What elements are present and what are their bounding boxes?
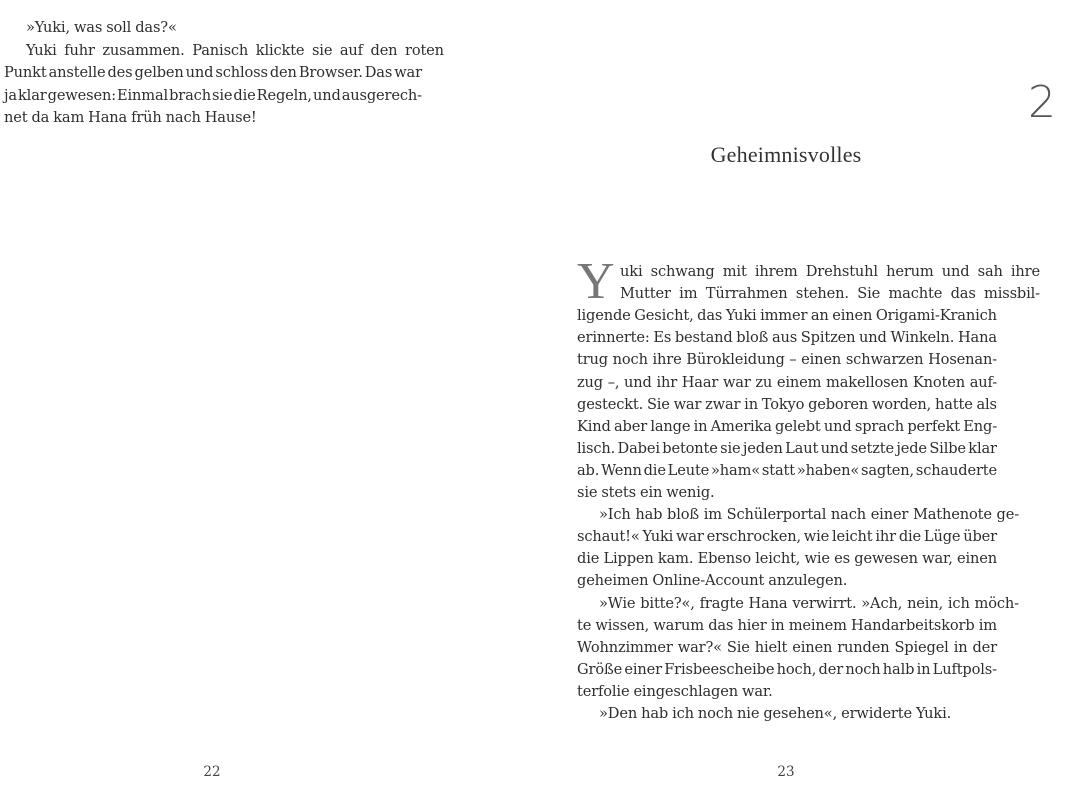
drop-cap: Y (577, 253, 615, 310)
text-line: terfolie eingeschlagen war. (577, 682, 773, 700)
text-line: gesteckt. Sie war zwar in Tokyo geboren worden, hatte als (577, 395, 997, 413)
left-page (0, 0, 500, 800)
right-page (500, 0, 1056, 800)
text-line: Kind aber lange in Amerika gelebt und sprach perfekt Eng- (577, 417, 997, 435)
text-line: te wissen, warum das hier in meinem Handarbeitskorb im (577, 616, 997, 634)
text-line: Yuki fuhr zusammen. Panisch klickte sie auf den roten (26, 41, 444, 59)
text-line: uki schwang mit ihrem Drehstuhl herum und sah ihre (620, 263, 1040, 280)
chapter-number (500, 78, 1072, 128)
text-line: trug noch ihre Bürokleidung – einen schwarzen Hosenan- (577, 351, 997, 369)
text-line: »Den hab ich noch nie gesehen«, erwiderte Yuki. (599, 705, 952, 722)
chapter-title: Geheimnisvolles (710, 142, 862, 167)
text-line: Punkt anstelle des gelben und schloss den Browser. Das war (4, 64, 422, 82)
text-line: ligende Gesicht, das Yuki immer an einen Origami-Kranich (577, 307, 997, 325)
chapter-number-text: 2 (1028, 77, 1056, 128)
text-line: sie stets ein wenig. (577, 484, 715, 501)
text-line: »Ich hab bloß im Schülerportal nach einer Mathenote ge- (599, 506, 1019, 524)
text-line: Wohnzimmer war?« Sie hielt einen runden Spiegel in der (577, 638, 997, 656)
page-number-left: 22 (203, 764, 221, 780)
text-line: Mutter im Türrahmen stehen. Sie machte das missbil- (620, 285, 1040, 303)
text-line: ab. Wenn die Leute »ham« statt »haben« sagten, schauderte (577, 461, 997, 479)
page-number-right: 23 (777, 764, 795, 780)
text-line: Größe einer Frisbeescheibe hoch, der noch halb in Luftpols- (577, 660, 997, 678)
text-line: »Wie bitte?«, fragte Hana verwirrt. »Ach, nein, ich möch- (599, 594, 1019, 612)
text-line: schaut!« Yuki war erschrocken, wie leicht ihr die Lüge über (577, 528, 997, 546)
text-line: »Yuki, was soll das?« (26, 19, 177, 36)
text-line: lisch. Dabei betonte sie jeden Laut und setzte jede Silbe klar (577, 439, 997, 457)
text-line: die Lippen kam. Ebenso leicht, wie es gewesen war, einen (577, 550, 997, 568)
text-line: erinnerte: Es bestand bloß aus Spitzen und Winkeln. Hana (577, 329, 997, 347)
text-line: zug –, und ihr Haar war zu einem makellosen Knoten auf- (577, 373, 997, 391)
text-line: geheimen Online-Account anzulegen. (577, 572, 848, 590)
text-line: ja klar gewesen: Einmal brach sie die Regeln, und ausgerech- (4, 86, 422, 104)
text-line: net da kam Hana früh nach Hause! (4, 109, 257, 127)
